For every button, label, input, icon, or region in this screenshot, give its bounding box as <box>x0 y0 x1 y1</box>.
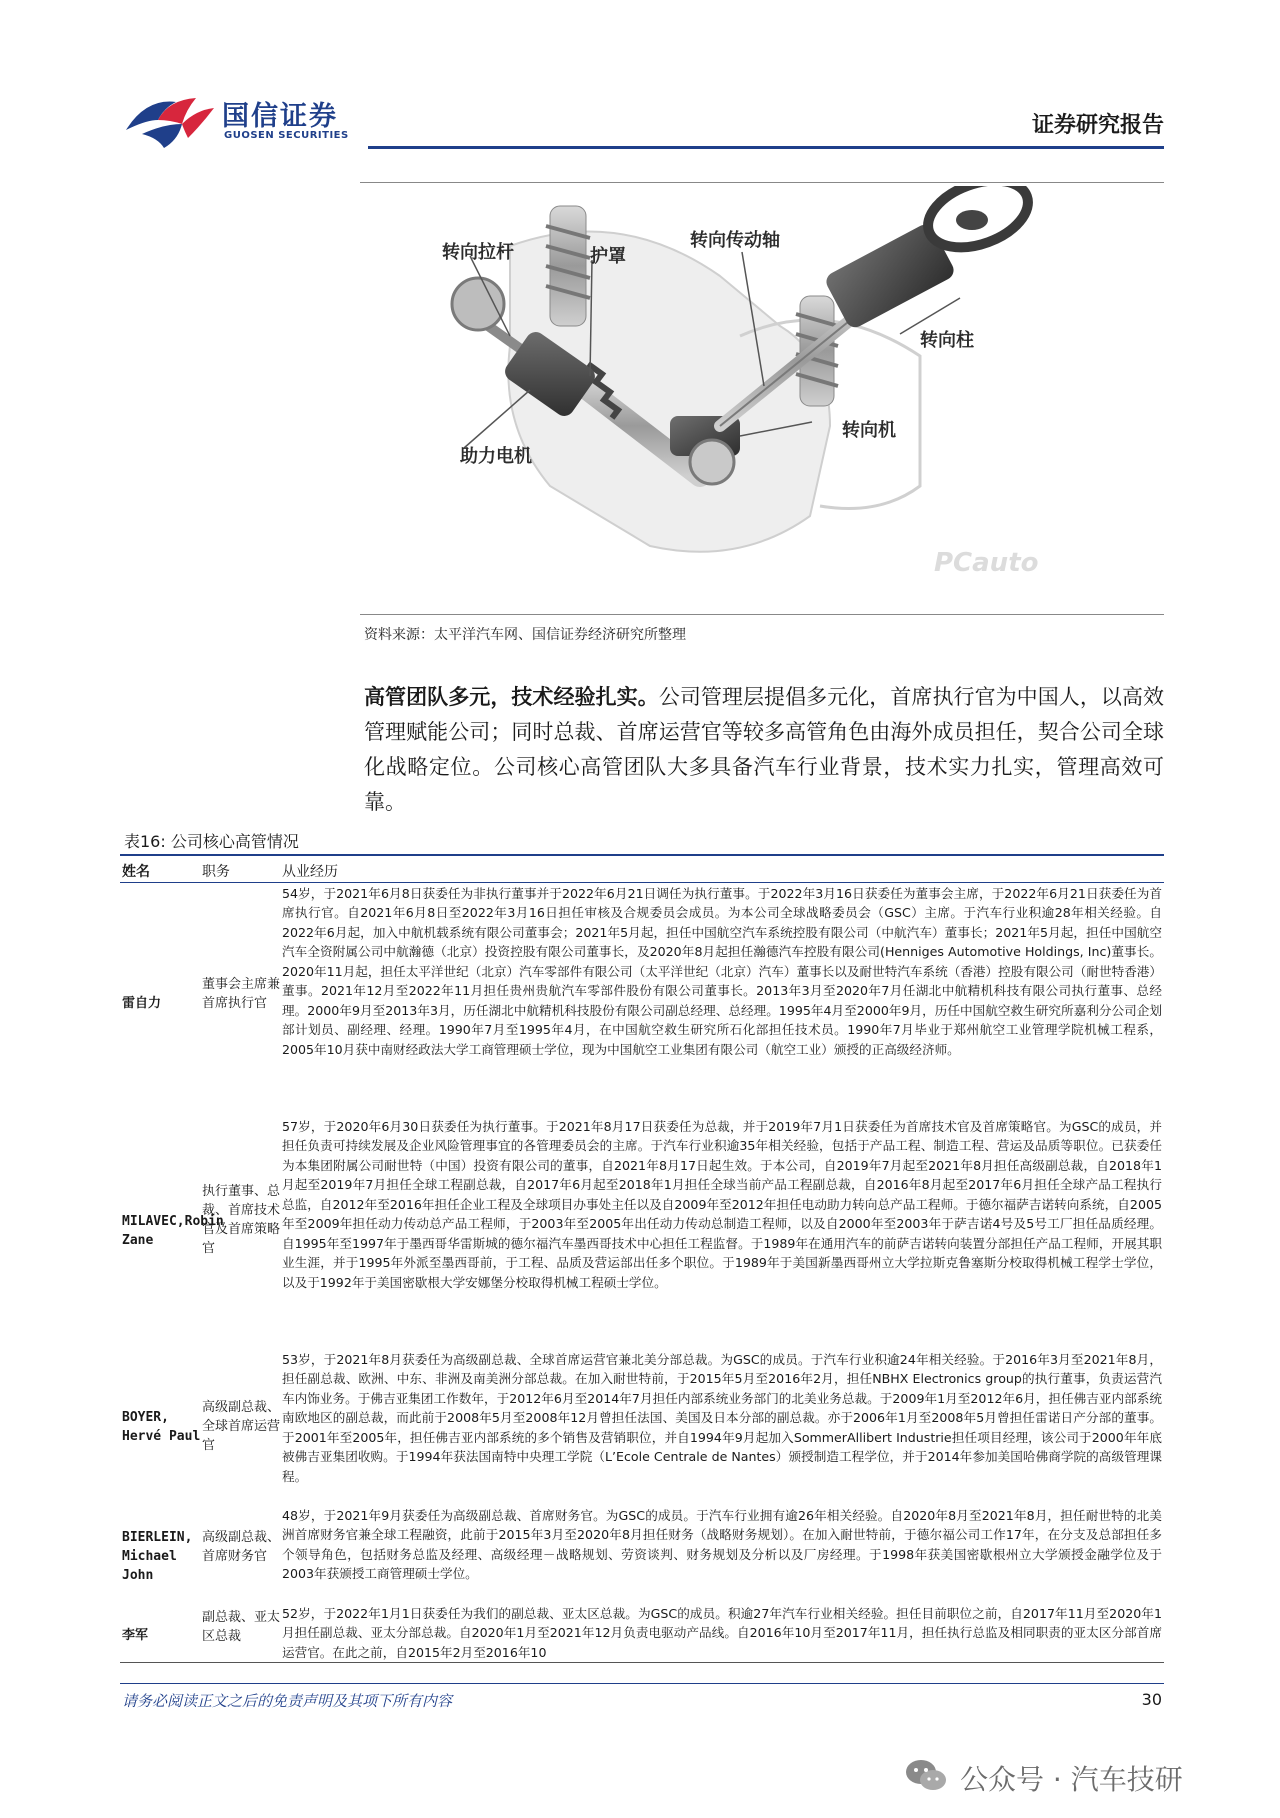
exec-role: 高级副总裁、首席财务官 <box>202 1530 281 1564</box>
exec-experience: 52岁，于2022年1月1日获委任为我们的副总裁、亚太区总裁。为GSC的成员。积逾27年汽车行业相关经验。担任目前职位之前，自2017年11月至2020年1月担任副总裁、亚太分部总裁。自2020年1月至2021年12月负责电驱动产品线。自2016年10月至2017年11月，担任执行总监及相同职责的亚太区分部首席运营官。在此之前，自2015年2月至2016年10 <box>282 1606 1162 1660</box>
table-top-rule <box>120 854 1164 856</box>
logo-mark-icon <box>124 90 216 150</box>
header-divider <box>368 146 1164 149</box>
exec-role: 执行董事、总裁、首席技术官及首席策略官 <box>202 1184 281 1256</box>
wechat-icon <box>904 1758 948 1794</box>
wechat-watermark <box>904 1756 1244 1796</box>
label-boot: 护罩 <box>590 246 626 267</box>
paragraph-lead: 高管团队多元，技术经验扎实。 <box>364 685 659 709</box>
logo-chinese-name: 国信证券 <box>222 101 338 132</box>
company-logo <box>124 90 354 154</box>
header-experience: 从业经历 <box>282 864 338 880</box>
footer-divider <box>120 1683 1164 1684</box>
label-steering-shaft: 转向传动轴 <box>690 230 780 251</box>
watermark-text: 公众号 · 汽车技研 <box>960 1763 1183 1796</box>
exec-name: BOYER, Hervé Paul <box>122 1410 201 1444</box>
label-steering-column: 转向柱 <box>920 330 974 351</box>
paragraph-body: 公司管理层提倡多元化，首席执行官为中国人，以高效管理赋能公司；同时总裁、首席运营官等较多高管角色由海外成员担任，契合公司全球化战略定位。公司核心高管团队大多具备汽车行业背景，技术实力扎实，管理高效可靠。 <box>364 685 1165 814</box>
page-number: 30 <box>1141 1690 1162 1709</box>
exec-name: BIERLEIN, Michael John <box>122 1530 193 1583</box>
exec-experience: 57岁，于2020年6月30日获委任为执行董事。于2021年8月17日获委任为总裁，并于2019年7月1日获委任为首席技术官及首席策略官。为GSC的成员，并担任负责可持续发展及企业风险管理事宜的各管理委员会的主席。于汽车行业积逾35年相关经验，包括于产品工程、制造工程、营运及品质等职位。已获委任为本集团附属公司耐世特（中国）投资有限公司的董事，自2021年8月17日起生效。于本公司，自2019年7月起至2021年8月担任高级副总裁，自2018年1月起至2019年7月担任全球工程副总裁，自2017年6月起至2018年1月担任全球当前产品工程副总裁，自2016年8月起至2017年6月担任全球产品工程执行总监，自2012年至2016年担任企业工程及全球项目办事处主任以及自2009年至2012年担任电动助力转向总产品工程师。于德尔福萨吉诺转向系统，自2005年至2009年担任动力传动总产品工程师，于2003年至2005年出任动力传动总制造工程师，以及自2000年至2003年于萨吉诺4号及5号工厂担任品质经理。自1995年至1997年于墨西哥华雷斯城的德尔福汽车墨西哥技术中心担任工程监督。于1989年在通用汽车的前萨吉诺转向装置分部担任产品工程师，开展其职业生涯，并于1995年外派至墨西哥前，于工程、品质及营运部出任多个职位。于1989年于美国新墨西哥州立大学拉斯克鲁塞斯分校取得机械工程学士学位，以及于1992年于美国密歇根大学安娜堡分校取得机械工程硕士学位。 <box>282 1119 1162 1290</box>
label-steering-gear: 转向机 <box>842 420 896 441</box>
header-role: 职务 <box>202 864 230 880</box>
figure-top-rule <box>360 182 1164 183</box>
table-header-rule <box>120 882 1164 883</box>
exec-name: 李军 <box>122 1628 149 1643</box>
disclaimer-text: 请务必阅读正文之后的免责声明及其项下所有内容 <box>122 1692 453 1710</box>
pcauto-watermark: PCauto <box>934 548 1039 578</box>
logo-english-name: GUOSEN SECURITIES <box>224 130 349 141</box>
exec-role: 高级副总裁、全球首席运营官 <box>202 1400 281 1453</box>
figure-bottom-rule <box>360 614 1164 615</box>
management-paragraph <box>364 680 1164 820</box>
exec-name: MILAVEC,Robin Zane <box>122 1214 224 1248</box>
label-tie-rod: 转向拉杆 <box>442 242 514 263</box>
exec-role: 副总裁、亚太区总裁 <box>202 1610 280 1644</box>
exec-experience: 53岁，于2021年8月获委任为高级副总裁、全球首席运营官兼北美分部总裁。为GSC的成员。于汽车行业积逾24年相关经验。于2016年3月至2021年8月，担任副总裁、欧洲、中东、非洲及南美洲分部总裁。在加入耐世特前，于2015年5月至2016年2月，担任NBHX Electronics group的执行董事，负责运营汽车内饰业务。于佛吉亚集团工作数年，于2012年6月至2014年7月担任内部系统业务部门的北美业务总裁。于2009年1月至2012年6月，担任佛吉亚内部系统南欧地区的副总裁，而此前于2008年5月至2008年12月曾担任法国、美国及日本分部的副总裁。亦于2006年1月至2008年5月曾担任雷诺日产分部的董事。于2001年至2005年，担任佛吉亚内部系统的多个销售及营销职位，并自1994年9月起加入SommerAllibert Industrie担任项目经理，该公司于2000年年底被佛吉亚集团收购。于1994年获法国南特中央理工学院（L’Ecole Centrale de Nantes）颁授制造工程学位，并于2014年参加美国哈佛商学院的高级管理课程。 <box>282 1352 1162 1484</box>
header-name: 姓名 <box>122 864 150 880</box>
exec-experience: 54岁，于2021年6月8日获委任为非执行董事并于2022年6月21日调任为执行董事。于2022年3月16日获委任为董事会主席，于2022年6月21日获委任为首席执行官。自2021年6月8日至2022年3月16日担任审核及合规委员会成员。为本公司全球战略委员会（GSC）主席。于汽车行业积逾28年相关经验。自2022年6月起，加入中航机载系统有限公司董事会；2021年5月起，担任中国航空汽车系统控股有限公司（中航汽车）董事长；2021年5月起，担任中国航空汽车全资附属公司中航瀚德（北京）投资控股有限公司董事长，及2020年8月起担任瀚德汽车控股有限公司(Henniges Automotive Holdings, Inc)董事长。2020年11月起，担任太平洋世纪（北京）汽车零部件有限公司（太平洋世纪（北京）汽车）董事长以及耐世特汽车系统（香港）控股有限公司（耐世特香港）董事。2021年12月至2022年11月担任贵州贵航汽车零部件股份有限公司董事长。2013年3月至2020年7月任湖北中航精机科技有限公司执行董事、总经理。2000年9月至2013年3月，历任湖北中航精机科技股份有限公司副总经理、总经理。1995年4月至2000年9月，历任中国航空救生研究所嘉利分公司企划部计划员、副经理、经理。1990年7月至1995年4月，在中国航空救生研究所石化部担任技术员。1990年7月毕业于郑州航空工业管理学院机械工程系，2005年10月获中南财经政法大学工商管理硕士学位，现为中国航空工业集团有限公司（航空工业）颁授的正高级经济师。 <box>282 886 1162 1057</box>
exec-name: 雷自力 <box>122 996 162 1011</box>
table-title: 表16: 公司核心高管情况 <box>124 832 299 851</box>
report-type-title: 证券研究报告 <box>1031 113 1164 138</box>
label-assist-motor: 助力电机 <box>460 446 532 467</box>
table-bottom-rule <box>120 1662 1164 1663</box>
figure-source-note: 资料来源：太平洋汽车网、国信证券经济研究所整理 <box>364 627 686 643</box>
steering-system-figure <box>360 186 1164 610</box>
exec-experience: 48岁，于2021年9月获委任为高级副总裁、首席财务官。为GSC的成员。于汽车行业拥有逾26年相关经验。自2020年8月至2021年8月，担任耐世特的北美洲首席财务官兼全球工程融资，此前于2015年3月至2020年8月担任财务（战略财务规划）。在加入耐世特前，于德尔福公司工作17年，在分支及总部担任多个领导角色，包括财务总监及经理、高级经理－战略规划、劳资谈判、财务规划及分析以及厂房经理。于1998年获美国密歇根州立大学颁授金融学位及于2003年获颁授工商管理硕士学位。 <box>282 1508 1162 1582</box>
exec-role: 董事会主席兼首席执行官 <box>202 977 281 1011</box>
